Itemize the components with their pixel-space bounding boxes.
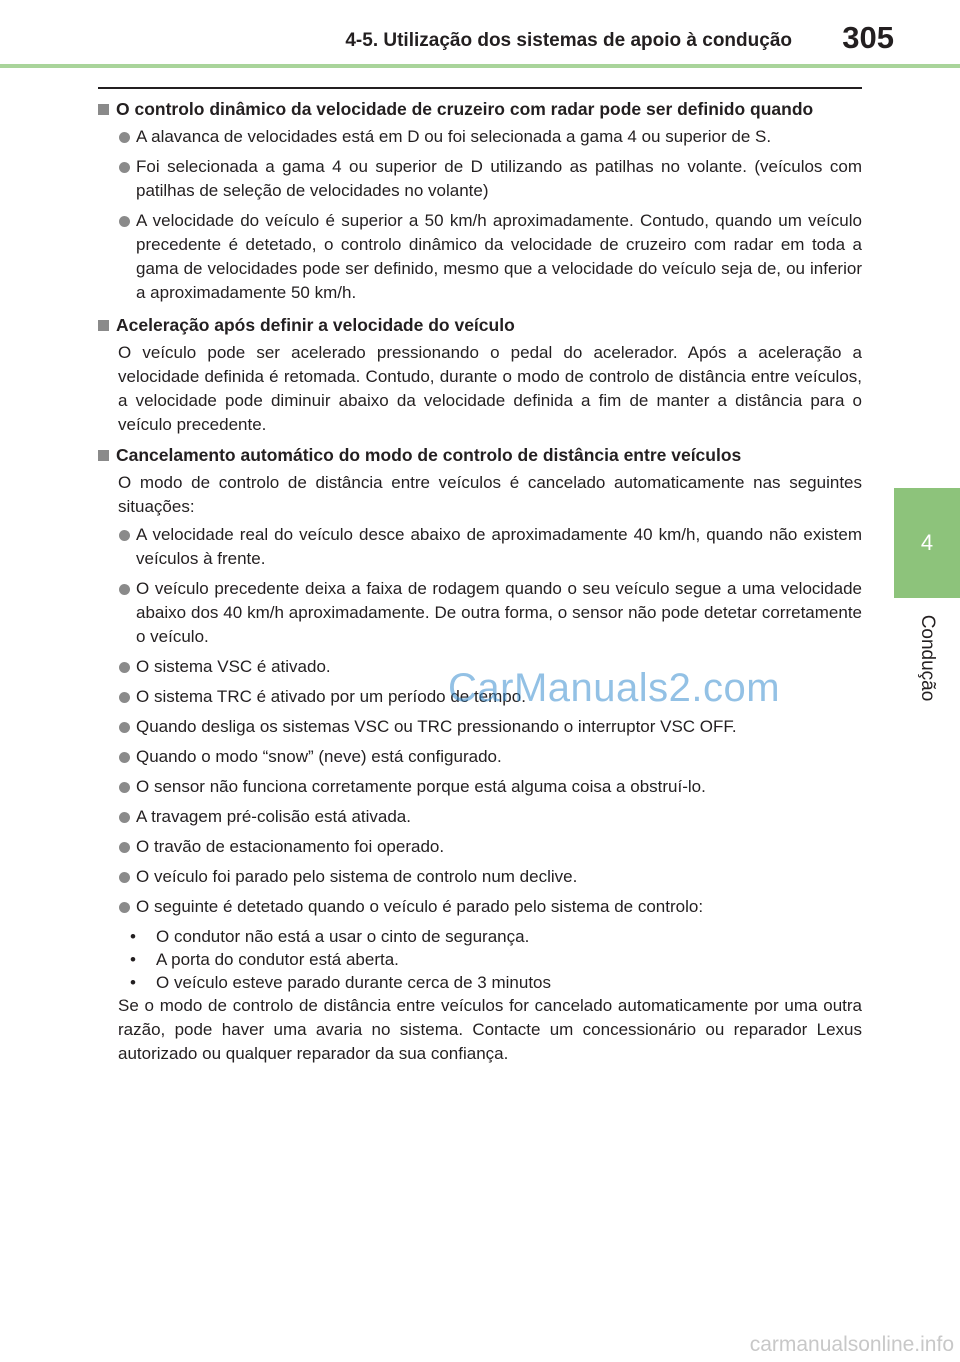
sub-list-item: [98, 971, 862, 994]
sub-list-item-text: O condutor não está a usar o cinto de segurança.: [156, 927, 530, 946]
chapter-tab: [894, 488, 960, 598]
list-item-text: Quando o modo “snow” (neve) está configurado.: [136, 747, 502, 766]
sub-list-item-text: A porta do condutor está aberta.: [156, 950, 399, 969]
sub-list-item: [98, 948, 862, 971]
sub-list-item: [98, 925, 862, 948]
header-rule: [0, 64, 960, 68]
square-bullet-icon: [98, 320, 109, 331]
list-item: [98, 775, 862, 799]
list-item-text: Quando desliga os sistemas VSC ou TRC pressionando o interruptor VSC OFF.: [136, 717, 737, 736]
list-item-text: O travão de estacionamento foi operado.: [136, 837, 445, 856]
list-item: [98, 523, 862, 571]
closing-paragraph: Se o modo de controlo de distância entre veículos for cancelado automaticamente por uma outra razão, pode haver uma avaria no sistema. Contacte um concessionário ou reparador Lexus autorizado ou qualquer reparador da sua confiança.: [118, 996, 862, 1063]
list-item-text: O sensor não funciona corretamente porque está alguma coisa a obstruí-lo.: [136, 777, 706, 796]
list-item-text: O veículo precedente deixa a faixa de rodagem quando o seu veículo segue a uma velocidade abaixo dos 40 km/h aproximadamente. De outra forma, o sensor não pode detetar corretamente o veículo.: [136, 579, 862, 646]
watermark-logo: CarManuals2.com: [448, 666, 781, 710]
footer-watermark: carmanualsonline.info: [749, 1333, 954, 1356]
list-item-text: O sistema VSC é ativado.: [136, 657, 331, 676]
round-bullet-icon: [119, 752, 130, 763]
list-item-text: A velocidade do veículo é superior a 50 km/h aproximadamente. Contudo, quando um veículo precedente é detetado, o controlo dinâmico da velocidade de cruzeiro com radar em toda a gama de velocidades pode ser definido, mesmo que a velocidade do veículo seja de, ou inferior a aproximadamente 50 km/h.: [136, 211, 862, 302]
list-item: [98, 577, 862, 649]
list-item-text: A velocidade real do veículo desce abaixo de aproximadamente 40 km/h, quando não existem veículos à frente.: [136, 525, 862, 568]
list-item-text: O seguinte é detetado quando o veículo é parado pelo sistema de controlo:: [136, 897, 704, 916]
round-bullet-icon: [119, 662, 130, 673]
list-item: [98, 125, 862, 149]
dot-marker-icon: •: [130, 950, 136, 969]
page-content: [98, 97, 862, 1066]
section-heading-text: Aceleração após definir a velocidade do veículo: [116, 315, 515, 335]
list-item: [98, 155, 862, 203]
chapter-tab-label: Condução: [917, 614, 938, 702]
list-item: [98, 805, 862, 829]
round-bullet-icon: [119, 162, 130, 173]
list-item: [98, 865, 862, 889]
list-item-text: O veículo foi parado pelo sistema de controlo num declive.: [136, 867, 578, 886]
square-bullet-icon: [98, 104, 109, 115]
round-bullet-icon: [119, 584, 130, 595]
paragraph: O veículo pode ser acelerado pressionando o pedal do acelerador. Após a aceleração a velocidade definida é retomada. Contudo, durante o modo de controlo de distância entre veículos, a velocidade pode diminuir abaixo da velocidade definida a fim de manter a distância para o veículo precedente.: [118, 343, 862, 434]
square-bullet-icon: [98, 450, 109, 461]
section-heading: [98, 443, 862, 467]
list-item-text: O sistema TRC é ativado por um período de tempo.: [136, 687, 526, 706]
round-bullet-icon: [119, 842, 130, 853]
round-bullet-icon: [119, 902, 130, 913]
round-bullet-icon: [119, 782, 130, 793]
dot-marker-icon: •: [130, 973, 136, 992]
section-divider: [98, 87, 862, 89]
round-bullet-icon: [119, 692, 130, 703]
section-heading-text: O controlo dinâmico da velocidade de cruzeiro com radar pode ser definido quando: [116, 99, 814, 119]
list-item: [98, 715, 862, 739]
paragraph: O modo de controlo de distância entre veículos é cancelado automaticamente nas seguintes situações:: [118, 473, 862, 516]
round-bullet-icon: [119, 872, 130, 883]
list-item-text: Foi selecionada a gama 4 ou superior de D utilizando as patilhas no volante. (veículos com patilhas de seleção de velocidades no volante): [136, 157, 862, 200]
round-bullet-icon: [119, 722, 130, 733]
round-bullet-icon: [119, 530, 130, 541]
list-item: [98, 209, 862, 305]
page-number: 305: [842, 20, 894, 55]
sub-list-item-text: O veículo esteve parado durante cerca de 3 minutos: [156, 973, 552, 992]
page-header: [0, 0, 960, 70]
list-item: [98, 835, 862, 859]
section-heading: [98, 97, 862, 121]
list-item-text: A travagem pré-colisão está ativada.: [136, 807, 411, 826]
list-item: [98, 745, 862, 769]
round-bullet-icon: [119, 132, 130, 143]
list-item-text: A alavanca de velocidades está em D ou foi selecionada a gama 4 ou superior de S.: [136, 127, 772, 146]
section-heading: [98, 313, 862, 337]
dot-marker-icon: •: [130, 927, 136, 946]
list-item: [98, 895, 862, 919]
round-bullet-icon: [119, 216, 130, 227]
chapter-tab-number: 4: [920, 530, 934, 555]
section-heading-text: Cancelamento automático do modo de controlo de distância entre veículos: [116, 445, 742, 465]
round-bullet-icon: [119, 812, 130, 823]
chapter-title: 4-5. Utilização dos sistemas de apoio à condução: [345, 30, 792, 51]
